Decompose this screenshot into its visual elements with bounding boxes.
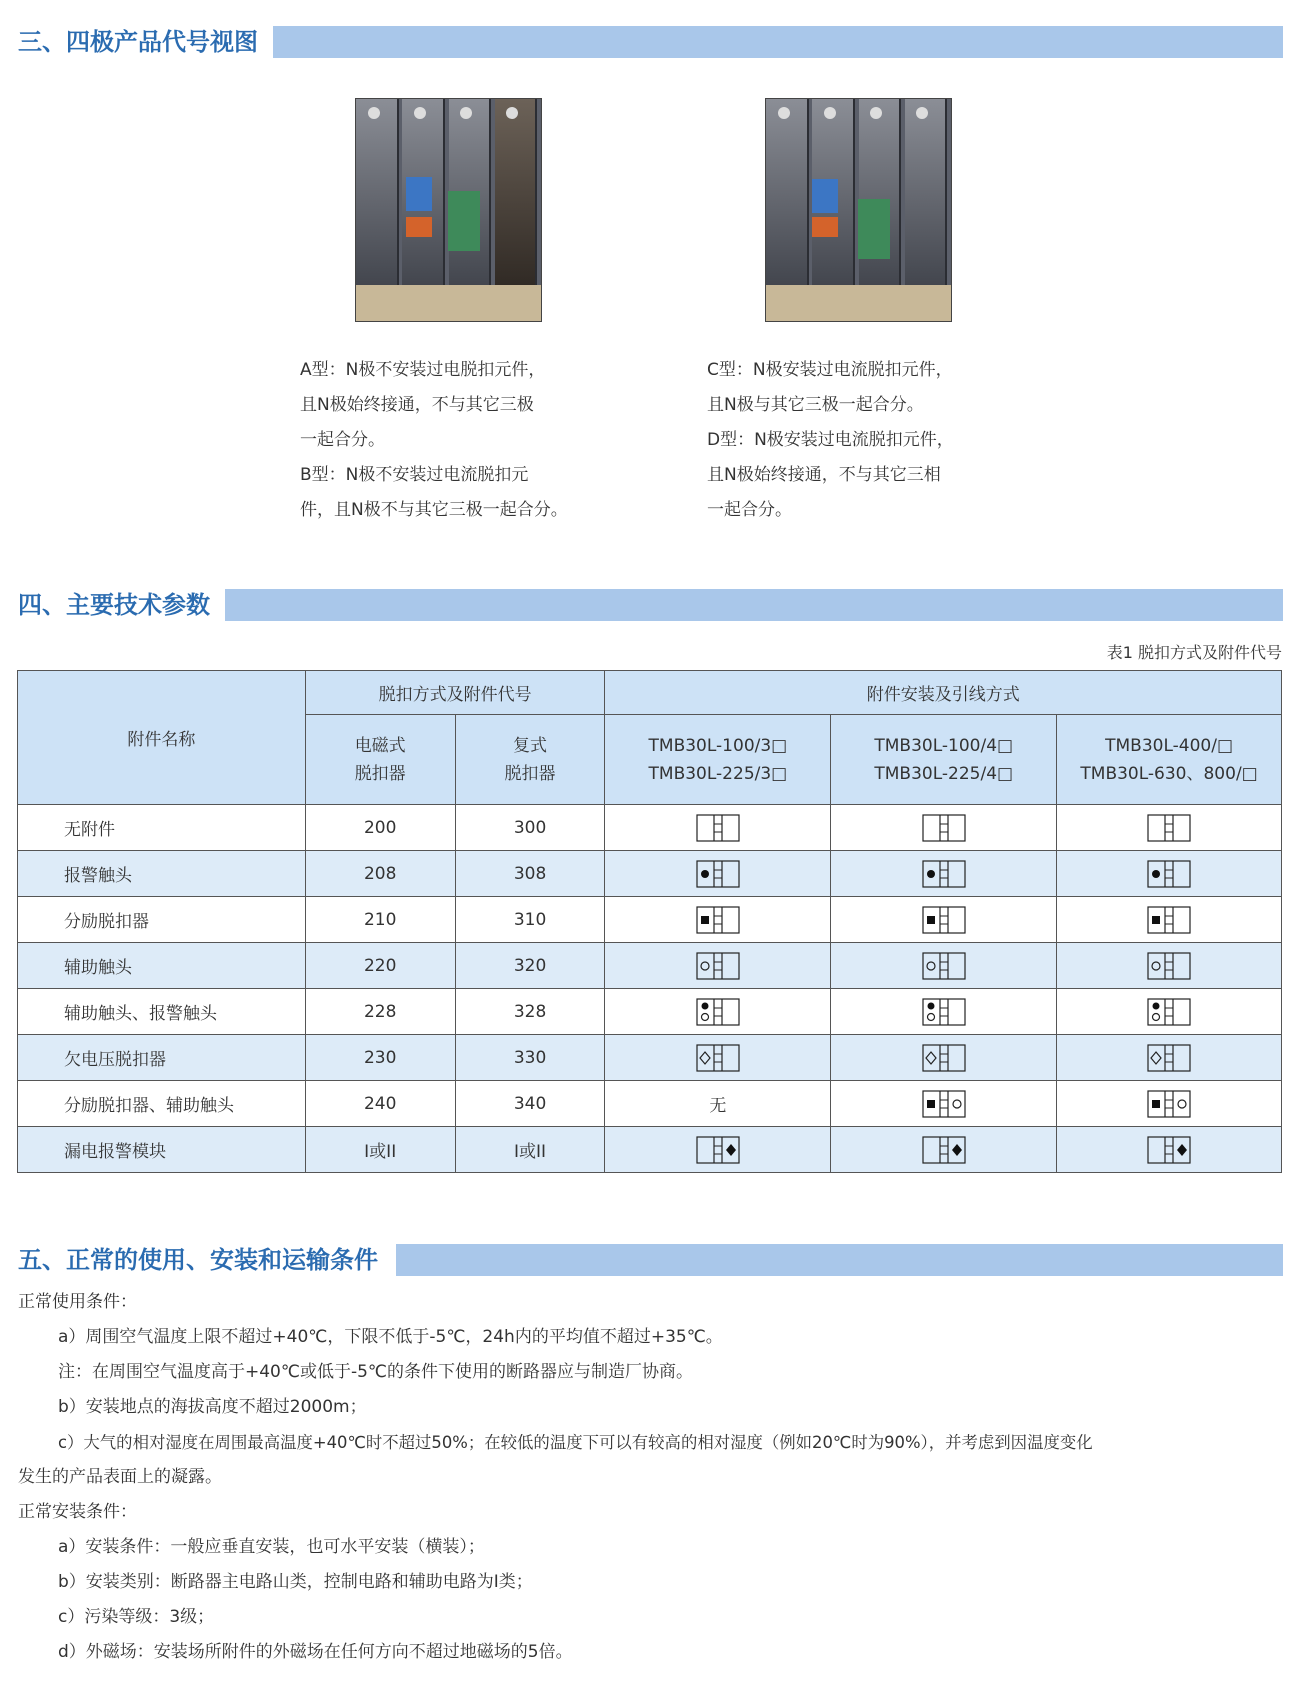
condition-item: d）外磁场：安装场所附件的外磁场在任何方向不超过地磁场的5倍。 (58, 1642, 573, 1662)
condition-item: a）安装条件：一般应垂直安装，也可水平安装（横装）； (58, 1537, 485, 1557)
header-group-code: 脱扣方式及附件代号 (305, 671, 605, 715)
section-bar (225, 589, 1283, 621)
accessory-wiring-symbol-none (1147, 814, 1191, 842)
wiring-symbol-cell (831, 897, 1057, 943)
spec-table (17, 670, 1282, 1173)
desc-line: C型：N极安装过电流脱扣元件， (707, 360, 953, 380)
accessory-wiring-symbol-dot (922, 860, 966, 888)
accessory-name-cell: 欠电压脱扣器 (18, 1035, 306, 1081)
magnetic-code-cell: 230 (305, 1035, 455, 1081)
condition-item: b）安装地点的海拔高度不超过2000m； (58, 1397, 367, 1417)
wiring-symbol-cell (1057, 851, 1282, 897)
accessory-wiring-symbol-square (922, 906, 966, 934)
accessory-wiring-symbol-dot (1147, 860, 1191, 888)
table-row (18, 1127, 1282, 1173)
compound-code-cell: 330 (455, 1035, 605, 1081)
table-row (18, 805, 1282, 851)
section3-header (18, 22, 1283, 56)
compound-code-cell: 300 (455, 805, 605, 851)
magnetic-code-cell: 200 (305, 805, 455, 851)
wiring-symbol-cell (831, 1127, 1057, 1173)
wiring-symbol-cell (1057, 805, 1282, 851)
magnetic-code-cell: 220 (305, 943, 455, 989)
accessory-wiring-symbol-none (696, 814, 740, 842)
accessory-wiring-symbol-dotcircle (922, 998, 966, 1026)
wiring-symbol-cell (1057, 943, 1282, 989)
condition-item: a）周围空气温度上限不超过+40℃，下限不低于-5℃，24h内的平均值不超过+35℃。 (58, 1327, 723, 1347)
wiring-symbol-cell (831, 851, 1057, 897)
wiring-symbol-cell (605, 851, 831, 897)
compound-code-cell: I或II (455, 1127, 605, 1173)
accessory-name-cell: 分励脱扣器 (18, 897, 306, 943)
accessory-wiring-symbol-dotcircle (696, 998, 740, 1026)
accessory-wiring-symbol-square-circle (1147, 1090, 1191, 1118)
desc-line: 件，且N极不与其它三极一起合分。 (300, 500, 568, 520)
description-ab (300, 353, 568, 528)
accessory-name-cell: 漏电报警模块 (18, 1127, 306, 1173)
desc-line: 一起合分。 (300, 430, 385, 450)
header-line: TMB30L-630、800/□ (1080, 763, 1258, 784)
accessory-wiring-symbol-square (1147, 906, 1191, 934)
table-row (18, 1081, 1282, 1127)
table-caption: 表1 脱扣方式及附件代号 (1106, 643, 1282, 662)
desc-line: 且N极与其它三极一起合分。 (707, 395, 924, 415)
table-row (18, 943, 1282, 989)
wiring-symbol-cell (1057, 989, 1282, 1035)
compound-code-cell: 308 (455, 851, 605, 897)
header-line: 复式 (513, 735, 548, 756)
desc-line: 且N极始终接通，不与其它三极 (300, 395, 534, 415)
accessory-name-cell: 分励脱扣器、辅助触头 (18, 1081, 306, 1127)
magnetic-code-cell: I或II (305, 1127, 455, 1173)
desc-line: 一起合分。 (707, 500, 792, 520)
header-model-3p (605, 715, 831, 805)
wiring-symbol-cell (605, 1127, 831, 1173)
compound-code-cell: 328 (455, 989, 605, 1035)
compound-code-cell: 340 (455, 1081, 605, 1127)
wiring-symbol-cell (1057, 1035, 1282, 1081)
header-name: 附件名称 (18, 671, 306, 805)
compound-code-cell: 310 (455, 897, 605, 943)
accessory-wiring-symbol-dot (696, 860, 740, 888)
wiring-symbol-cell (605, 1081, 831, 1127)
accessory-wiring-symbol-diamond (922, 1044, 966, 1072)
product-photo-ab (355, 98, 542, 322)
section-bar (273, 26, 1283, 58)
magnetic-code-cell: 210 (305, 897, 455, 943)
accessory-wiring-symbol-square-circle (922, 1090, 966, 1118)
accessory-wiring-symbol-leak (922, 1136, 966, 1164)
accessory-wiring-symbol-square (696, 906, 740, 934)
accessory-wiring-symbol-diamond (1147, 1044, 1191, 1072)
header-line: 脱扣器 (504, 763, 556, 784)
condition-item: c）污染等级：3级； (58, 1607, 215, 1627)
accessory-wiring-symbol-circle (696, 952, 740, 980)
magnetic-code-cell: 240 (305, 1081, 455, 1127)
accessory-wiring-symbol-none (922, 814, 966, 842)
header-line: TMB30L-100/4□ (874, 735, 1014, 756)
header-line: 脱扣器 (354, 763, 406, 784)
header-line: 电磁式 (354, 735, 406, 756)
wiring-symbol-cell (605, 805, 831, 851)
wiring-symbol-cell (1057, 897, 1282, 943)
section-title: 五、正常的使用、安装和运输条件 (18, 1240, 390, 1275)
wiring-symbol-cell (1057, 1081, 1282, 1127)
section4-header (18, 585, 1283, 619)
magnetic-code-cell: 228 (305, 989, 455, 1035)
header-line: TMB30L-225/4□ (874, 763, 1014, 784)
table-row (18, 989, 1282, 1035)
desc-line: 且N极始终接通，不与其它三相 (707, 465, 941, 485)
desc-line: B型：N极不安装过电流脱扣元 (300, 465, 529, 485)
condition-item-cont: 发生的产品表面上的凝露。 (18, 1467, 222, 1487)
section-bar (396, 1244, 1283, 1276)
condition-item: c）大气的相对湿度在周围最高温度+40℃时不超过50%；在较低的温度下可以有较高的相对湿度（例如20℃时为90%），并考虑到因温度变化 (58, 1433, 1093, 1452)
section5-header (18, 1240, 1283, 1274)
header-compound (455, 715, 605, 805)
accessory-wiring-symbol-dotcircle (1147, 998, 1191, 1026)
accessory-wiring-symbol-diamond (696, 1044, 740, 1072)
header-magnetic (305, 715, 455, 805)
header-model-large (1057, 715, 1282, 805)
header-line: TMB30L-100/3□ (648, 735, 788, 756)
accessory-wiring-symbol-circle (922, 952, 966, 980)
wiring-symbol-cell (831, 989, 1057, 1035)
header-model-4p (831, 715, 1057, 805)
accessory-name-cell: 辅助触头 (18, 943, 306, 989)
wiring-symbol-cell (831, 943, 1057, 989)
install-conditions-heading: 正常安装条件： (18, 1502, 137, 1522)
condition-note: 注：在周围空气温度高于+40℃或低于-5℃的条件下使用的断路器应与制造厂协商。 (58, 1362, 694, 1382)
magnetic-code-cell: 208 (305, 851, 455, 897)
header-group-install: 附件安装及引线方式 (605, 671, 1282, 715)
description-cd (707, 353, 954, 528)
accessory-wiring-symbol-leak (1147, 1136, 1191, 1164)
wiring-symbol-cell (605, 897, 831, 943)
use-conditions-heading: 正常使用条件： (18, 1292, 137, 1312)
condition-item: b）安装类别：断路器主电路山类，控制电路和辅助电路为I类； (58, 1572, 533, 1592)
wiring-symbol-cell (605, 989, 831, 1035)
accessory-name-cell: 辅助触头、报警触头 (18, 989, 306, 1035)
table-row (18, 851, 1282, 897)
section-title: 四、主要技术参数 (18, 585, 222, 620)
wiring-symbol-cell (605, 943, 831, 989)
accessory-name-cell: 报警触头 (18, 851, 306, 897)
conditions-text (18, 1285, 1283, 1670)
wiring-symbol-cell (605, 1035, 831, 1081)
wiring-symbol-cell (1057, 1127, 1282, 1173)
accessory-wiring-symbol-leak (696, 1136, 740, 1164)
accessory-name-cell: 无附件 (18, 805, 306, 851)
compound-code-cell: 320 (455, 943, 605, 989)
desc-line: A型：N极不安装过电脱扣元件， (300, 360, 546, 380)
header-line: TMB30L-400/□ (1105, 735, 1234, 756)
header-line: TMB30L-225/3□ (648, 763, 788, 784)
table-row (18, 897, 1282, 943)
wiring-symbol-cell (831, 805, 1057, 851)
section-title: 三、四极产品代号视图 (18, 22, 270, 57)
accessory-wiring-symbol-circle (1147, 952, 1191, 980)
wiring-symbol-text: 无 (709, 1096, 727, 1116)
table-row (18, 1035, 1282, 1081)
product-photo-cd (765, 98, 952, 322)
wiring-symbol-cell (831, 1081, 1057, 1127)
wiring-symbol-cell (831, 1035, 1057, 1081)
desc-line: D型：N极安装过电流脱扣元件， (707, 430, 954, 450)
